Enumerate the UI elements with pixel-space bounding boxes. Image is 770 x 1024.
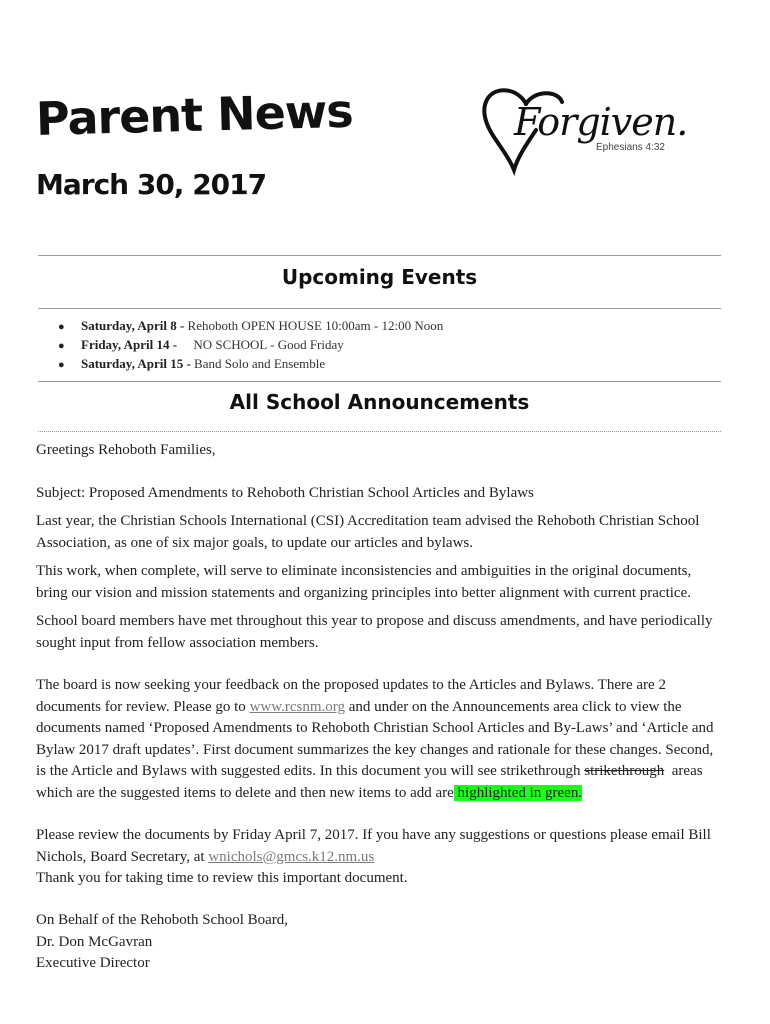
greeting: Greetings Rehoboth Families, xyxy=(36,442,216,458)
email-link[interactable]: wnichols@gmcs.k12.nm.us xyxy=(208,848,375,865)
newsletter-title: Parent News xyxy=(35,83,354,146)
newsletter-date: March 30, 2017 xyxy=(36,168,267,201)
event-day: Saturday, April 8 - xyxy=(81,318,188,333)
highlight-example: highlighted in green. xyxy=(453,784,583,801)
signature-name: Dr. Don McGavran xyxy=(36,933,153,950)
announcements-heading: All School Announcements xyxy=(229,390,530,414)
paragraph-4 xyxy=(36,675,726,804)
website-link[interactable]: www.rcsnm.org xyxy=(249,698,345,715)
p4-text: The board is now seeking your feedback on the proposed updates to the Articles and Bylaws. There are 2 documents for review. Please go to xyxy=(36,677,666,715)
event-item xyxy=(58,355,443,374)
events-list xyxy=(58,317,443,374)
divider xyxy=(38,431,721,432)
paragraph-5 xyxy=(36,825,726,890)
signature-title: Executive Director xyxy=(36,955,150,971)
event-item xyxy=(58,317,443,336)
signature-line: On Behalf of the Rehoboth School Board, xyxy=(36,912,289,928)
subject-label: Subject: xyxy=(36,485,89,501)
subject-line xyxy=(36,483,726,505)
p4-text: areas which are the suggested items to delete and then new items to add are xyxy=(36,763,707,801)
event-desc: NO SCHOOL - Good Friday xyxy=(180,337,344,352)
paragraph-2: This work, when complete, will serve to eliminate inconsistencies and ambiguities in the original documents, bring our vision and mission statements and organizing principles into better alignment with current practice. xyxy=(36,563,692,601)
paragraph-1: Last year, the Christian Schools International (CSI) Accreditation team advised the Rehoboth Christian School Association, as one of six major goals, to update our articles and bylaws. xyxy=(36,513,700,551)
event-day: Saturday, April 15 - xyxy=(81,356,195,371)
signature-block xyxy=(36,910,726,975)
forgiven-logo xyxy=(478,82,688,182)
event-item xyxy=(58,336,443,355)
paragraph-3: School board members have met throughout this year to propose and discuss amendments, and have periodically sought input from fellow association members. xyxy=(36,613,713,651)
event-day: Friday, April 14 - xyxy=(81,337,181,352)
p4-text: and under on the Announcements area click to view the documents named ‘Proposed Amendments to Rehoboth Christian School Articles and By-Laws’ and ‘Article and Bylaw 2017 draft updates’. First document summarizes the key changes and rationale for these changes. Second, is the Article and Bylaws with suggested edits. In this document you will see strikethrough xyxy=(36,698,714,779)
divider xyxy=(38,381,721,382)
strikethrough-example: strikethrough xyxy=(584,763,665,779)
bullet-icon: ● xyxy=(58,359,65,371)
divider xyxy=(38,308,721,309)
logo-verse: Ephesians 4:32 xyxy=(596,142,665,153)
divider xyxy=(38,255,721,256)
p5-text: Please review the documents by Friday April 7, 2017. If you have any suggestions or questions please email Bill Nichols, Board Secretary, at xyxy=(36,827,711,865)
bullet-icon: ● xyxy=(58,321,65,333)
subject-text: Proposed Amendments to Rehoboth Christian School Articles and Bylaws xyxy=(88,485,534,501)
upcoming-events-heading: Upcoming Events xyxy=(281,265,478,289)
logo-word: Forgiven. xyxy=(514,100,688,144)
bullet-icon: ● xyxy=(58,340,65,352)
event-desc: Rehoboth OPEN HOUSE 10:00am - 12:00 Noon xyxy=(187,318,444,333)
thanks-line: Thank you for taking time to review this important document. xyxy=(36,870,408,886)
event-desc: Band Solo and Ensemble xyxy=(194,356,326,371)
